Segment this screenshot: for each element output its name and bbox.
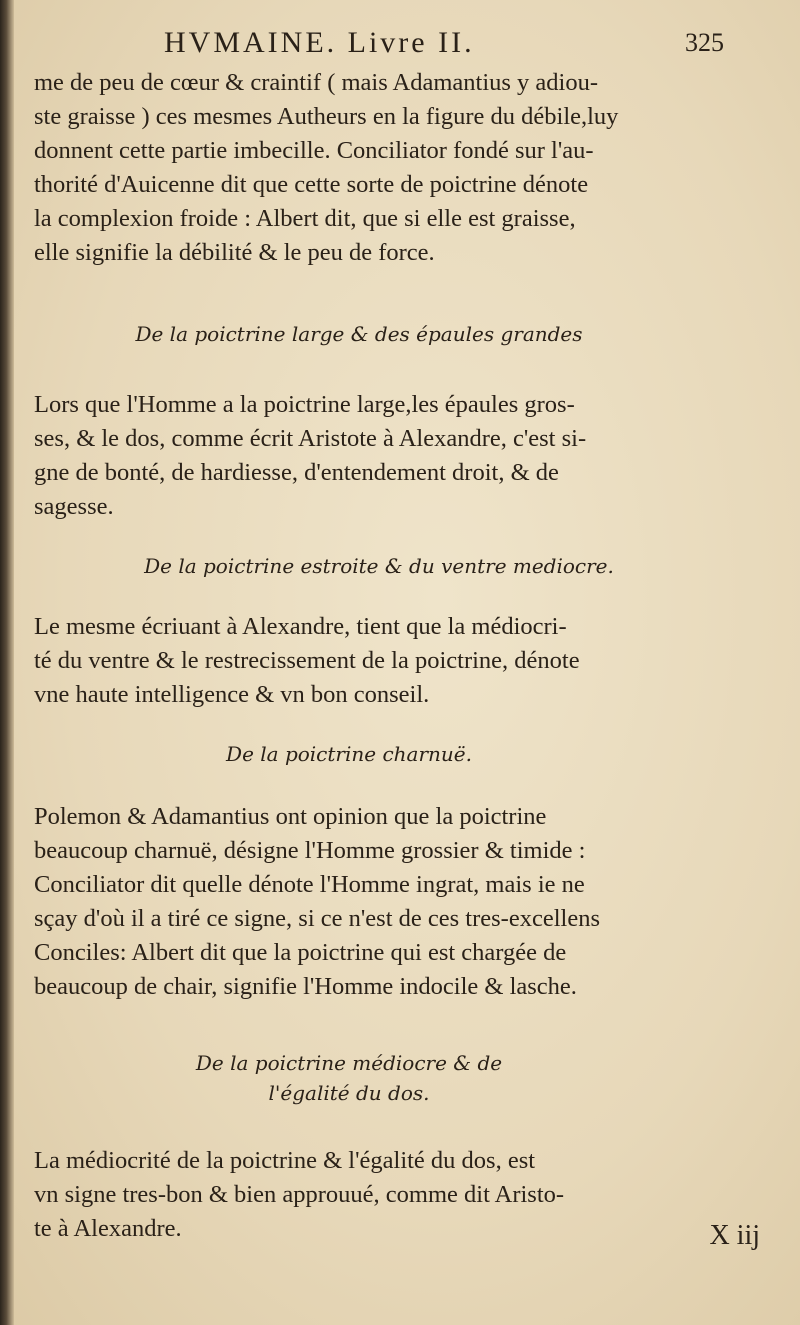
text-line: te à Alexandre. — [34, 1215, 182, 1242]
heading-line: l'égalité du dos. — [268, 1081, 430, 1105]
text-line: vne haute intelligence & vn bon conseil. — [34, 681, 430, 708]
paragraph-5 — [34, 1144, 724, 1246]
paragraph-1 — [34, 66, 724, 270]
text-line: vn signe tres-bon & bien approuué, comme dit Aristo- — [34, 1181, 565, 1208]
text-line: Polemon & Adamantius ont opinion que la poictrine — [34, 803, 547, 830]
running-head — [34, 22, 724, 66]
page-number: 325 — [685, 28, 724, 57]
section-heading: De la poictrine large & des épaules grandes — [135, 322, 583, 346]
text-line: sçay d'où il a tiré ce signe, si ce n'est de ces tres-excellens — [34, 905, 600, 932]
heading-line: De la poictrine médiocre & de — [195, 1051, 503, 1075]
paragraph-4 — [34, 800, 724, 1004]
text-line: elle signifie la débilité & le peu de force. — [34, 239, 435, 266]
text-line: ste graisse ) ces mesmes Autheurs en la figure du débile,luy — [34, 103, 619, 130]
text-block — [34, 22, 724, 1246]
text-line: gne de bonté, de hardiesse, d'entendement droit, & de — [34, 459, 559, 486]
section-heading — [34, 1048, 724, 1108]
section-heading: De la poictrine charnuë. — [226, 742, 472, 766]
text-line: Le mesme écriuant à Alexandre, tient que la médiocri- — [34, 613, 567, 640]
text-line: sagesse. — [34, 493, 114, 520]
text-line: thorité d'Auicenne dit que cette sorte de poictrine dénote — [34, 171, 589, 198]
text-line: té du ventre & le restrecissement de la poictrine, dénote — [34, 647, 580, 674]
paragraph-2 — [34, 388, 724, 524]
paragraph-3 — [34, 610, 724, 712]
text-line: la complexion froide : Albert dit, que si elle est graisse, — [34, 205, 576, 232]
text-line: Conciles: Albert dit que la poictrine qui est chargée de — [34, 939, 567, 966]
text-line: Lors que l'Homme a la poictrine large,les épaules gros- — [34, 391, 575, 418]
section-heading: De la poictrine estroite & du ventre mediocre. — [144, 554, 614, 578]
text-line: donnent cette partie imbecille. Conciliator fondé sur l'au- — [34, 137, 594, 164]
text-line: La médiocrité de la poictrine & l'égalité du dos, est — [34, 1147, 536, 1174]
text-line: me de peu de cœur & craintif ( mais Adamantius y adiou- — [34, 69, 599, 96]
text-line: beaucoup charnuë, désigne l'Homme grossier & timide : — [34, 837, 586, 864]
text-line: Conciliator dit quelle dénote l'Homme ingrat, mais ie ne — [34, 871, 585, 898]
signature-mark: X iij — [709, 1220, 760, 1251]
running-head-title: HVMAINE. Livre II. — [164, 26, 475, 59]
text-line: beaucoup de chair, signifie l'Homme indocile & lasche. — [34, 973, 577, 1000]
text-line: ses, & le dos, comme écrit Aristote à Alexandre, c'est si- — [34, 425, 587, 452]
page-gutter — [0, 0, 14, 1325]
